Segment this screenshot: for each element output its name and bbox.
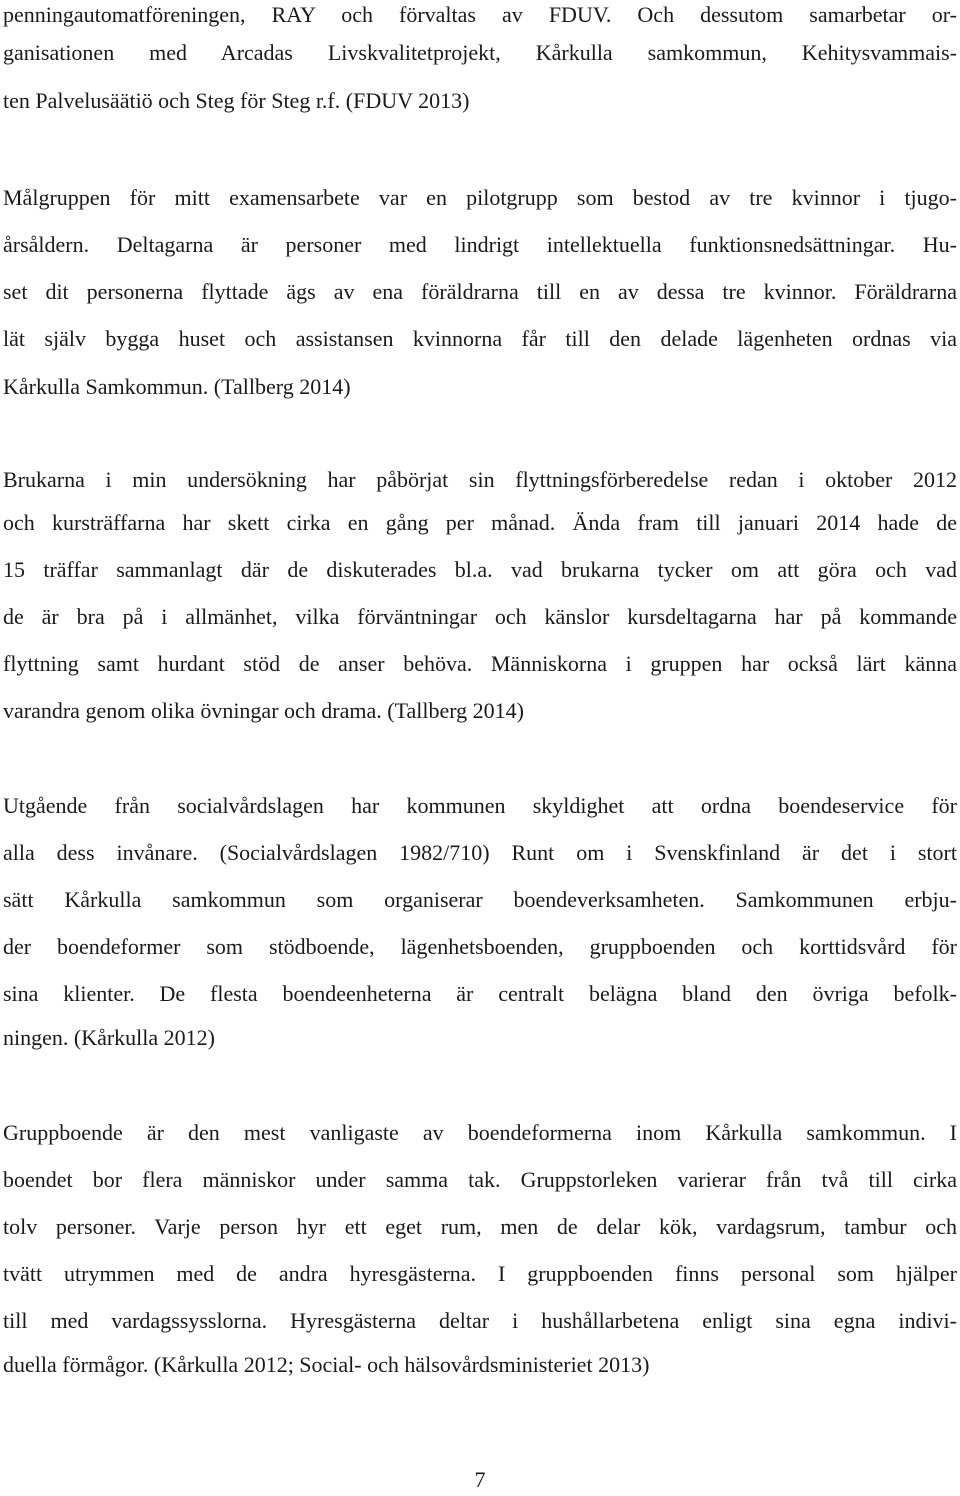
text-line: boendet bor flera människor under samma tak. Gruppstorleken varierar från två till cirka — [3, 1167, 957, 1192]
text-line: de är bra på i allmänhet, vilka förväntningar och känslor kursdeltagarna har på kommande — [3, 604, 957, 629]
text-line: set dit personerna flyttade ägs av ena föräldrarna till en av dessa tre kvinnor. Föräldrarna — [3, 279, 957, 304]
text-line: till med vardagssysslorna. Hyresgästerna deltar i hushållarbetena enligt sina egna indivi- — [3, 1308, 957, 1333]
text-line: sina klienter. De flesta boendeenheterna är centralt belägna bland den övriga befolk- — [3, 981, 957, 1006]
text-line: Utgående från socialvårdslagen har kommunen skyldighet att ordna boendeservice för — [3, 793, 957, 818]
text-line: duella förmågor. (Kårkulla 2012; Social- och hälsovårdsministeriet 2013) — [3, 1352, 650, 1377]
text-line: Kårkulla Samkommun. (Tallberg 2014) — [3, 374, 351, 399]
text-line: 15 träffar sammanlagt där de diskuterades bl.a. vad brukarna tycker om att göra och vad — [3, 557, 957, 582]
text-line: der boendeformer som stödboende, lägenhetsboenden, gruppboenden och korttidsvård för — [3, 934, 957, 959]
text-line: lät själv bygga huset och assistansen kvinnorna får till den delade lägenheten ordnas via — [3, 326, 957, 351]
text-line: alla dess invånare. (Socialvårdslagen 1982/710) Runt om i Svenskfinland är det i stort — [3, 840, 957, 865]
text-line: och kursträffarna har skett cirka en gång per månad. Ända fram till januari 2014 hade de — [3, 510, 957, 535]
text-line: penningautomatföreningen, RAY och förvaltas av FDUV. Och dessutom samarbetar or- — [3, 2, 957, 27]
text-line: Gruppboende är den mest vanligaste av boendeformerna inom Kårkulla samkommun. I — [3, 1120, 957, 1145]
text-line: Målgruppen för mitt examensarbete var en pilotgrupp som bestod av tre kvinnor i tjugo- — [3, 185, 957, 210]
page-number: 7 — [474, 1467, 486, 1492]
text-line: tolv personer. Varje person hyr ett eget rum, men de delar kök, vardagsrum, tambur och — [3, 1214, 957, 1239]
text-line: ten Palvelusäätiö och Steg för Steg r.f. (FDUV 2013) — [3, 88, 470, 113]
text-line: ningen. (Kårkulla 2012) — [3, 1025, 215, 1050]
text-line: sätt Kårkulla samkommun som organiserar boendeverksamheten. Samkommunen erbju- — [3, 887, 957, 912]
text-line: varandra genom olika övningar och drama. (Tallberg 2014) — [3, 698, 524, 723]
text-line: årsåldern. Deltagarna är personer med lindrigt intellektuella funktionsnedsättningar. Hu- — [3, 232, 957, 257]
text-line: Brukarna i min undersökning har påbörjat sin flyttningsförberedelse redan i oktober 2012 — [3, 467, 957, 492]
text-line: ganisationen med Arcadas Livskvalitetprojekt, Kårkulla samkommun, Kehitysvammais- — [3, 40, 957, 65]
text-line: tvätt utrymmen med de andra hyresgästerna. I gruppboenden finns personal som hjälper — [3, 1261, 957, 1286]
text-line: flyttning samt hurdant stöd de anser behöva. Människorna i gruppen har också lärt känna — [3, 651, 957, 676]
